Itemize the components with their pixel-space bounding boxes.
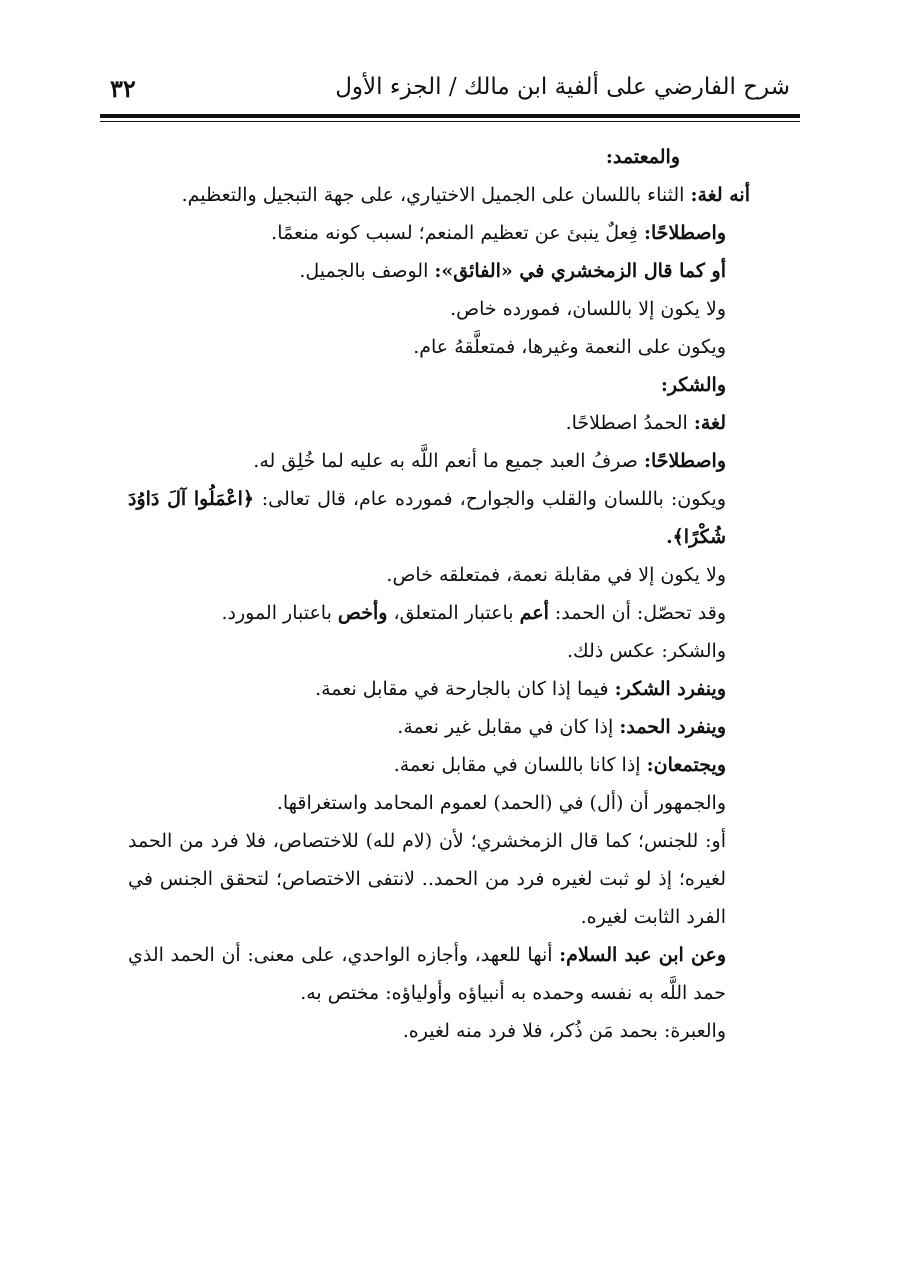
text-line: والجمهور أن (أل) في (الحمد) لعموم المحامد واستغراقها. [276, 792, 726, 814]
running-title: شرح الفارضي على ألفية ابن مالك / الجزء الأول [335, 74, 790, 100]
text-span: الوصف بالجميل. [299, 260, 435, 282]
text-line: والشكر: [660, 374, 726, 396]
text-span: إذا كان في مقابل غير نعمة. [397, 716, 620, 738]
term-label: لغة: [693, 412, 726, 434]
text-span: باعتبار المورد. [221, 602, 338, 624]
text-paragraph [128, 936, 750, 1012]
text-line [128, 708, 750, 746]
text-line: ولا يكون إلا باللسان، فمورده خاص. [450, 298, 726, 320]
text-line [128, 252, 750, 290]
text-span: باعتبار المتعلق، [387, 602, 520, 624]
text-line [128, 176, 750, 214]
text-line [128, 404, 750, 442]
text-span: صرفُ العبد جميع ما أنعم اللَّه به عليه لما خُلِق له. [253, 450, 644, 472]
text-line: والعبرة: بحمد مَن ذُكر، فلا فرد منه لغيره. [402, 1020, 726, 1042]
header-rule-thick [100, 114, 800, 118]
text-span: ويكون: باللسان والقلب والجوارح، فمورده عام، قال تعالى: [261, 488, 727, 510]
text-line: ويكون على النعمة وغيرها، فمتعلَّقهُ عام. [413, 336, 726, 358]
text-span: الثناء باللسان على الجميل الاختياري، على جهة التبجيل والتعظيم. [181, 184, 691, 206]
text-line: والشكر: عكس ذلك. [566, 640, 726, 662]
text-line [128, 594, 750, 632]
page-body [128, 138, 750, 1050]
text-paragraph [128, 480, 750, 556]
text-span: فِعلٌ ينبئ عن تعظيم المنعم؛ لسبب كونه منعمًا. [271, 222, 644, 244]
header-rule-thin [100, 121, 800, 122]
text-paragraph: أو: للجنس؛ كما قال الزمخشري؛ لأن (لام لله) للاختصاص، فلا فرد من الحمد لغيره؛ إذ لو ثبت لغيره فرد من الحمد.. لانتفى الاختصاص؛ لتحقق الجنس في الفرد الثابت لغيره. [128, 830, 726, 928]
quran-verse: ﴿اعْمَلُوا آلَ دَاوُدَ شُكْرًا﴾. [128, 488, 726, 548]
term-label: أنه لغة: [690, 184, 750, 206]
text-span: فيما إذا كان بالجارحة في مقابل نعمة. [315, 678, 615, 700]
term-label: أو كما قال الزمخشري في «الفائق»: [434, 260, 726, 282]
term-label: ويجتمعان: [646, 754, 726, 776]
text-line [128, 746, 750, 784]
term-label: واصطلاحًا: [643, 450, 726, 472]
text-line [128, 214, 750, 252]
text-span: الحمدُ اصطلاحًا. [565, 412, 694, 434]
term-label: وينفرد الحمد: [619, 716, 726, 738]
text-line [128, 670, 750, 708]
text-line: والمعتمد: [605, 146, 680, 168]
text-line: ولا يكون إلا في مقابلة نعمة، فمتعلقه خاص. [386, 564, 726, 586]
page-header [100, 68, 800, 120]
text-line [128, 442, 750, 480]
text-span: إذا كانا باللسان في مقابل نعمة. [393, 754, 647, 776]
text-span: أنها للعهد، وأجازه الواحدي، على معنى: أن الحمد الذي حمد اللَّه به نفسه وحمده به أنبياؤه وأولياؤه: مختص به. [128, 944, 726, 1004]
term-label: أعم [519, 602, 549, 624]
text-span: وقد تحصّل: أن الحمد: [548, 602, 726, 624]
page-number: ٣٢ [110, 74, 136, 103]
term-label: وأخص [337, 602, 388, 624]
term-label: وعن ابن عبد السلام: [559, 944, 726, 966]
term-label: وينفرد الشكر: [614, 678, 726, 700]
term-label: واصطلاحًا: [643, 222, 726, 244]
